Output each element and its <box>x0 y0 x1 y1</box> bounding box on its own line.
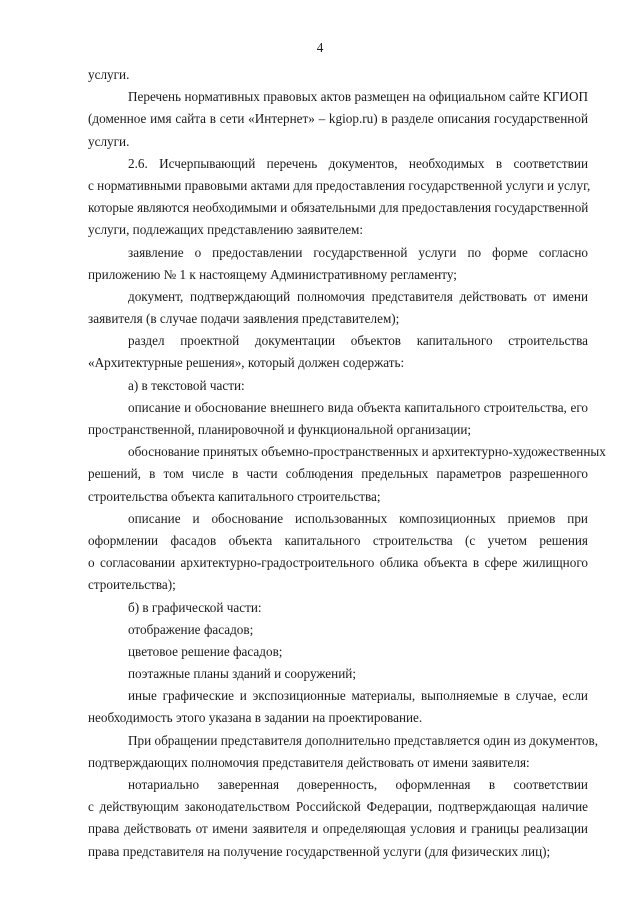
text-line: оформлении фасадов объекта капитального строительства (с учетом решения <box>88 532 588 548</box>
text-line: с нормативными правовыми актами для предоставления государственной услуги и услуг, <box>88 177 591 193</box>
text-line: заявителя (в случае подачи заявления представителем); <box>88 311 400 327</box>
text-line: о согласовании архитектурно-градостроительного облика объекта в сфере жилищного <box>88 555 588 571</box>
text-line: которые являются необходимыми и обязательными для предоставления государственной <box>88 200 589 216</box>
text-line: строительства объекта капитального строительства; <box>88 488 381 504</box>
text-line: подтверждающих полномочия представителя действовать от имени заявителя: <box>88 754 530 770</box>
text-line: иные графические и экспозиционные материалы, выполняемые в случае, если <box>128 688 588 704</box>
text-line: Перечень нормативных правовых актов размещен на официальном сайте КГИОП <box>128 89 588 105</box>
text-line: услуги, подлежащих представлению заявителем: <box>88 222 364 238</box>
text-line: «Архитектурные решения», который должен содержать: <box>88 355 405 371</box>
text-line: б) в графической части: <box>128 599 262 615</box>
text-line: (доменное имя сайта в сети «Интернет» – kgiop.ru) в разделе описания государственной <box>88 111 588 127</box>
text-line: приложению № 1 к настоящему Административному регламенту; <box>88 266 457 282</box>
text-line: права действовать от имени заявителя и определяющая условия и границы реализации <box>88 821 588 837</box>
page-number: 4 <box>316 40 324 55</box>
text-line: При обращении представителя дополнительно представляется один из документов, <box>128 732 599 748</box>
text-line: необходимость этого указана в задании на проектирование. <box>88 710 423 726</box>
text-line: пространственной, планировочной и функциональной организации; <box>88 422 472 437</box>
text-line: строительства); <box>88 577 176 593</box>
text-line: описание и обоснование использованных композиционных приемов при <box>128 510 588 526</box>
text-line: права представителя на получение государственной услуги (для физических лиц); <box>88 843 551 859</box>
text-line: обоснование принятых объемно-пространственных и архитектурно-художественных <box>128 444 606 460</box>
text-line: услуги. <box>88 67 130 82</box>
text-line: поэтажные планы зданий и сооружений; <box>128 666 356 682</box>
text-line: описание и обоснование внешнего вида объекта капитального строительства, его <box>128 399 588 415</box>
text-line: с действующим законодательством Российской Федерации, подтверждающая наличие <box>88 799 588 815</box>
text-line: цветовое решение фасадов; <box>128 643 283 659</box>
text-line: документ, подтверждающий полномочия представителя действовать от имени <box>128 288 588 304</box>
document-body <box>88 64 606 863</box>
text-line: отображение фасадов; <box>128 621 254 637</box>
text-line: нотариально заверенная доверенность, оформленная в соответствии <box>128 777 588 792</box>
text-line: а) в текстовой части: <box>128 377 245 393</box>
text-line: раздел проектной документации объектов капитального строительства <box>128 333 588 349</box>
text-line: заявление о предоставлении государственной услуги по форме согласно <box>128 244 588 260</box>
text-line: услуги. <box>88 133 130 149</box>
text-line: решений, в том числе в части соблюдения предельных параметров разрешенного <box>88 466 588 482</box>
text-line: 2.6. Исчерпывающий перечень документов, необходимых в соответствии <box>128 155 588 171</box>
